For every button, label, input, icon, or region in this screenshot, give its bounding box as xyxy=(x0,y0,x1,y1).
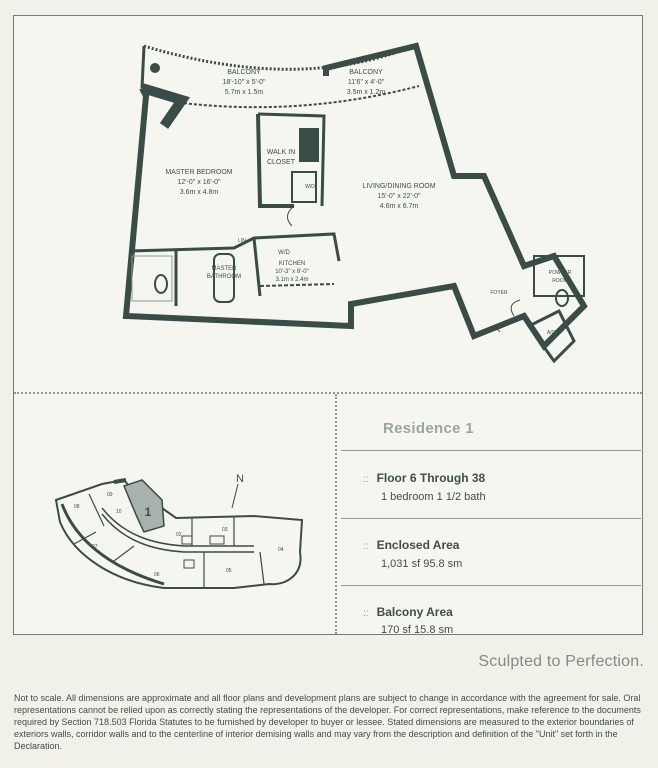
key-plan xyxy=(14,396,335,634)
kitchen-name: KITCHEN xyxy=(278,261,306,267)
balcony-area-heading: :: Balcony Area xyxy=(363,605,453,619)
residence-sheet xyxy=(13,15,643,635)
bullet-icon: :: xyxy=(363,474,369,485)
master-bathroom-line1: MASTER xyxy=(211,266,237,272)
unit-02-label: 02 xyxy=(176,532,182,538)
powder-room-line2: ROOM xyxy=(552,278,568,284)
floor-plan-drawing xyxy=(14,16,642,391)
kitchen-wd-label: W/D xyxy=(278,250,290,256)
balcony-right-dim-metric: 3.5m x 1.2m xyxy=(346,89,386,96)
foyer-label: FOYER xyxy=(490,290,508,296)
balcony-right-name: BALCONY xyxy=(349,69,383,76)
master-bathroom-line2: BATHROOM xyxy=(206,274,242,280)
lin-label: LIN xyxy=(238,238,246,244)
highlight-unit-label: 1 xyxy=(144,505,152,519)
residence-info xyxy=(339,396,642,634)
residence-title: Residence 1 xyxy=(383,420,474,437)
balcony-left-dim-metric: 5.7m x 1.5m xyxy=(224,89,264,96)
key-plan-drawing xyxy=(14,396,335,634)
kitchen-dim-imperial: 10'-3" x 8'-0" xyxy=(275,269,309,275)
living-dining-name: LIVING/DINING ROOM xyxy=(362,183,436,190)
bullet-icon: :: xyxy=(363,541,369,552)
info-rule-2 xyxy=(341,518,641,519)
balcony-area-value: 170 sf 15.8 sm xyxy=(381,624,454,636)
unit-10-label: 10 xyxy=(116,509,122,515)
ac-label: A/C xyxy=(546,330,556,336)
powder-room-line1: POWDER xyxy=(548,270,572,276)
bullet-icon: :: xyxy=(363,608,369,619)
balcony-right-dim-imperial: 11'6" x 4'-0" xyxy=(347,79,385,86)
tagline: Sculpted to Perfection. xyxy=(478,653,644,670)
unit-05-label: 05 xyxy=(226,568,232,574)
vertical-divider xyxy=(335,394,337,634)
master-bedroom-dim-metric: 3.6m x 4.8m xyxy=(179,189,219,196)
bed-bath-value: 1 bedroom 1 1/2 bath xyxy=(381,491,486,503)
closet-wd-label: W/D xyxy=(305,184,315,190)
walk-in-closet-line2: CLOSET xyxy=(266,159,296,166)
info-rule-3 xyxy=(341,585,641,586)
master-bedroom-dim-imperial: 12'-0" x 16'-0" xyxy=(177,179,221,186)
floor-range-heading: :: Floor 6 Through 38 xyxy=(363,471,486,485)
floor-plan xyxy=(14,16,642,391)
balcony-left-name: BALCONY xyxy=(227,69,261,76)
unit-09-label: 09 xyxy=(107,492,113,498)
unit-06-label: 06 xyxy=(154,572,160,578)
enclosed-area-heading: :: Enclosed Area xyxy=(363,538,460,552)
unit-07-label: 07 xyxy=(92,544,98,550)
master-bedroom-name: MASTER BEDROOM xyxy=(165,169,233,176)
balcony-left-dim-imperial: 18'-10" x 5'-0" xyxy=(222,79,266,86)
horizontal-divider xyxy=(14,392,642,394)
unit-08-label: 08 xyxy=(74,504,80,510)
unit-03-label: 03 xyxy=(222,527,228,533)
walk-in-closet-line1: WALK IN xyxy=(266,149,296,156)
north-label: N xyxy=(236,473,244,485)
disclaimer: Not to scale. All dimensions are approximate and all floor plans and development plans are subject to change in accordance with the agreement for sale. Oral representations cannot be relied upon as correctly stating the representations of the developer. For correct representations, make reference to the documents required by Section 718.503 Florida Statutes to be furnished by developer to buyer or lessee. Stated dimensions are measured to the exterior boundaries of exteriors walls, corridor walls and to the centerline of interior demising walls and may vary from the description and definition of the "Unit" set forth in the Declaration. xyxy=(14,693,641,751)
kitchen-dim-metric: 3.1m x 2.4m xyxy=(275,277,309,283)
living-dining-dim-metric: 4.6m x 6.7m xyxy=(379,203,419,210)
living-dining-dim-imperial: 15'-0" x 22'-0" xyxy=(377,193,421,200)
info-rule-1 xyxy=(341,450,641,451)
unit-04-label: 04 xyxy=(278,547,284,553)
enclosed-area-value: 1,031 sf 95.8 sm xyxy=(381,558,463,570)
